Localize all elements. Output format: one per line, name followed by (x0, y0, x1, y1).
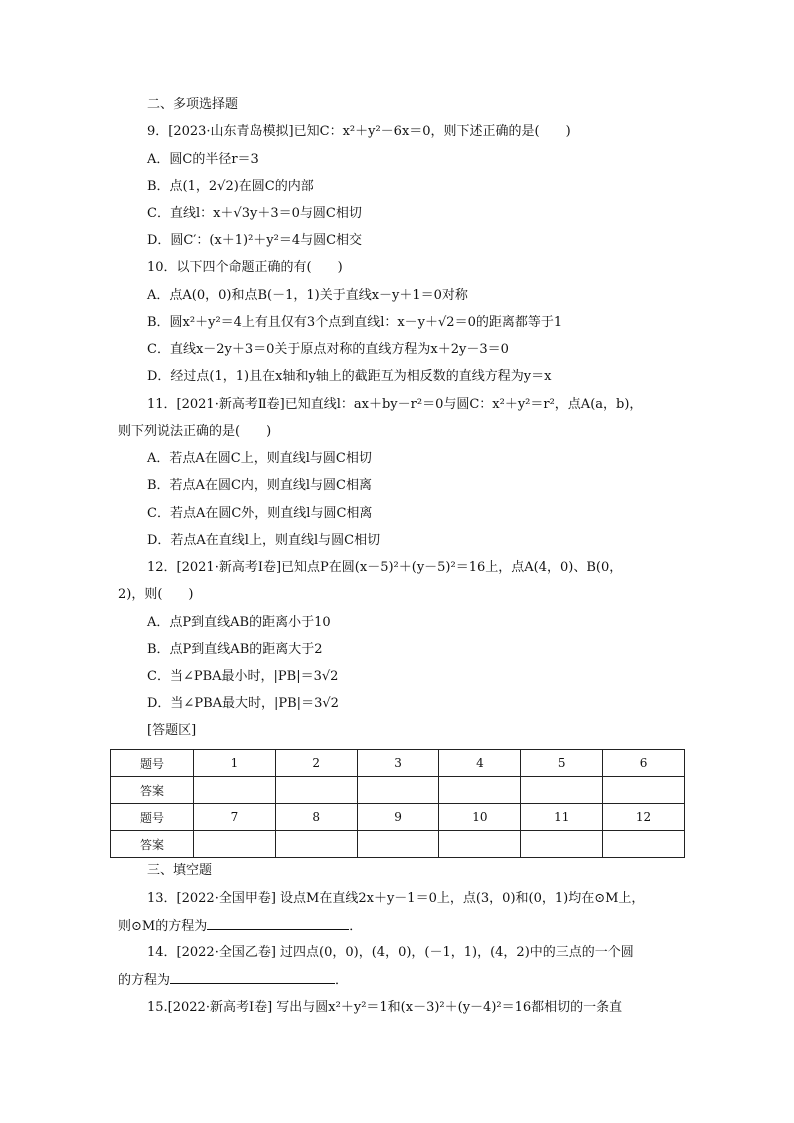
answer-cell[interactable] (275, 831, 357, 858)
answer-cell[interactable] (439, 831, 521, 858)
question-number-cell: 5 (521, 750, 603, 777)
answer-cell[interactable] (603, 831, 685, 858)
question-10-option-a: A．点A(0，0)和点B(－1，1)关于直线x－y＋1＝0对称 (147, 288, 468, 303)
question-11-option-c: C．若点A在圆C外，则直线l与圆C相离 (147, 506, 373, 521)
answer-cell[interactable] (194, 831, 276, 858)
question-number-cell: 7 (194, 804, 276, 831)
question-number-cell: 12 (603, 804, 685, 831)
question-10-stem: 10．以下四个命题正确的有( ) (147, 260, 343, 275)
question-number-cell: 11 (521, 804, 603, 831)
question-14-stem: 14．[2022·全国乙卷] 过四点(0，0)，(4，0)，(－1，1)，(4，2)中的三点的一个圆 (147, 945, 634, 960)
answer-area-label: [答题区] (147, 723, 197, 738)
answer-cell[interactable] (275, 777, 357, 804)
header-cell-question-number: 题号 (111, 750, 194, 777)
question-14-blank[interactable] (170, 971, 335, 984)
table-row (111, 777, 685, 804)
section-title-fill-in: 三、填空题 (147, 863, 213, 878)
question-12-option-d: D．当∠PBA最大时，|PB|＝3√2 (147, 696, 339, 711)
question-number-cell: 4 (439, 750, 521, 777)
question-12-stem-cont: 2)，则( ) (118, 587, 194, 602)
question-number-cell: 2 (275, 750, 357, 777)
question-number-cell: 8 (275, 804, 357, 831)
question-10-option-b: B．圆x²＋y²＝4上有且仅有3个点到直线l：x－y＋√2＝0的距离都等于1 (147, 315, 563, 330)
question-9-option-c: C．直线l：x＋√3y＋3＝0与圆C相切 (147, 206, 362, 221)
question-number-cell: 9 (357, 804, 439, 831)
question-14-answer-line (118, 971, 348, 990)
question-13-answer-line (118, 917, 362, 936)
header-cell-question-number: 题号 (111, 804, 194, 831)
question-9-option-b: B．点(1，2√2)在圆C的内部 (147, 179, 314, 194)
question-9-stem: 9．[2023·山东青岛模拟]已知C：x²＋y²－6x＝0，则下述正确的是( ) (147, 124, 571, 139)
answer-cell[interactable] (603, 777, 685, 804)
table-row (111, 831, 685, 858)
question-11-option-a: A．若点A在圆C上，则直线l与圆C相切 (147, 451, 372, 466)
question-number-cell: 3 (357, 750, 439, 777)
question-13-period: ． (349, 919, 363, 934)
answer-cell[interactable] (357, 831, 439, 858)
question-14-prompt: 的方程为 (118, 973, 171, 988)
answer-table (110, 749, 685, 858)
question-10-option-c: C．直线x－2y＋3＝0关于原点对称的直线方程为x＋2y－3＝0 (147, 342, 509, 357)
answer-cell[interactable] (439, 777, 521, 804)
table-row (111, 804, 685, 831)
question-9-option-a: A．圆C的半径r＝3 (147, 152, 259, 167)
answer-cell[interactable] (357, 777, 439, 804)
answer-cell[interactable] (194, 777, 276, 804)
question-12-option-b: B．点P到直线AB的距离大于2 (147, 642, 323, 657)
question-11-option-b: B．若点A在圆C内，则直线l与圆C相离 (147, 478, 372, 493)
header-cell-answer: 答案 (111, 777, 194, 804)
header-cell-answer: 答案 (111, 831, 194, 858)
question-number-cell: 10 (439, 804, 521, 831)
question-13-blank[interactable] (207, 917, 349, 930)
question-15-stem: 15.[2022·新高考Ⅰ卷] 写出与圆x²＋y²＝1和(x－3)²＋(y－4)²＝16都相切的一条直 (147, 1000, 623, 1015)
question-number-cell: 6 (603, 750, 685, 777)
question-12-option-a: A．点P到直线AB的距离小于10 (147, 615, 331, 630)
question-number-cell: 1 (194, 750, 276, 777)
question-10-option-d: D．经过点(1，1)且在x轴和y轴上的截距互为相反数的直线方程为y＝x (147, 369, 552, 384)
question-11-stem-cont: 则下列说法正确的是( ) (118, 424, 272, 439)
question-12-stem: 12．[2021·新高考Ⅰ卷]已知点P在圆(x－5)²＋(y－5)²＝16上，点A(4，0)、B(0， (147, 560, 623, 575)
question-11-stem: 11．[2021·新高考Ⅱ卷]已知直线l：ax＋by－r²＝0与圆C：x²＋y²＝r²，点A(a，b)， (147, 397, 643, 412)
answer-cell[interactable] (521, 831, 603, 858)
table-row (111, 750, 685, 777)
answer-cell[interactable] (521, 777, 603, 804)
question-13-stem: 13．[2022·全国甲卷] 设点M在直线2x＋y－1＝0上，点(3，0)和(0，1)均在⊙M上， (147, 891, 645, 906)
question-11-option-d: D．若点A在直线l上，则直线l与圆C相切 (147, 533, 381, 548)
question-9-option-d: D．圆C′：(x＋1)²＋y²＝4与圆C相交 (147, 233, 363, 248)
question-13-prompt: 则⊙M的方程为 (118, 919, 208, 934)
question-12-option-c: C．当∠PBA最小时，|PB|＝3√2 (147, 669, 339, 684)
section-title-multiple-choice: 二、多项选择题 (147, 97, 239, 112)
question-14-period: ． (335, 973, 349, 988)
